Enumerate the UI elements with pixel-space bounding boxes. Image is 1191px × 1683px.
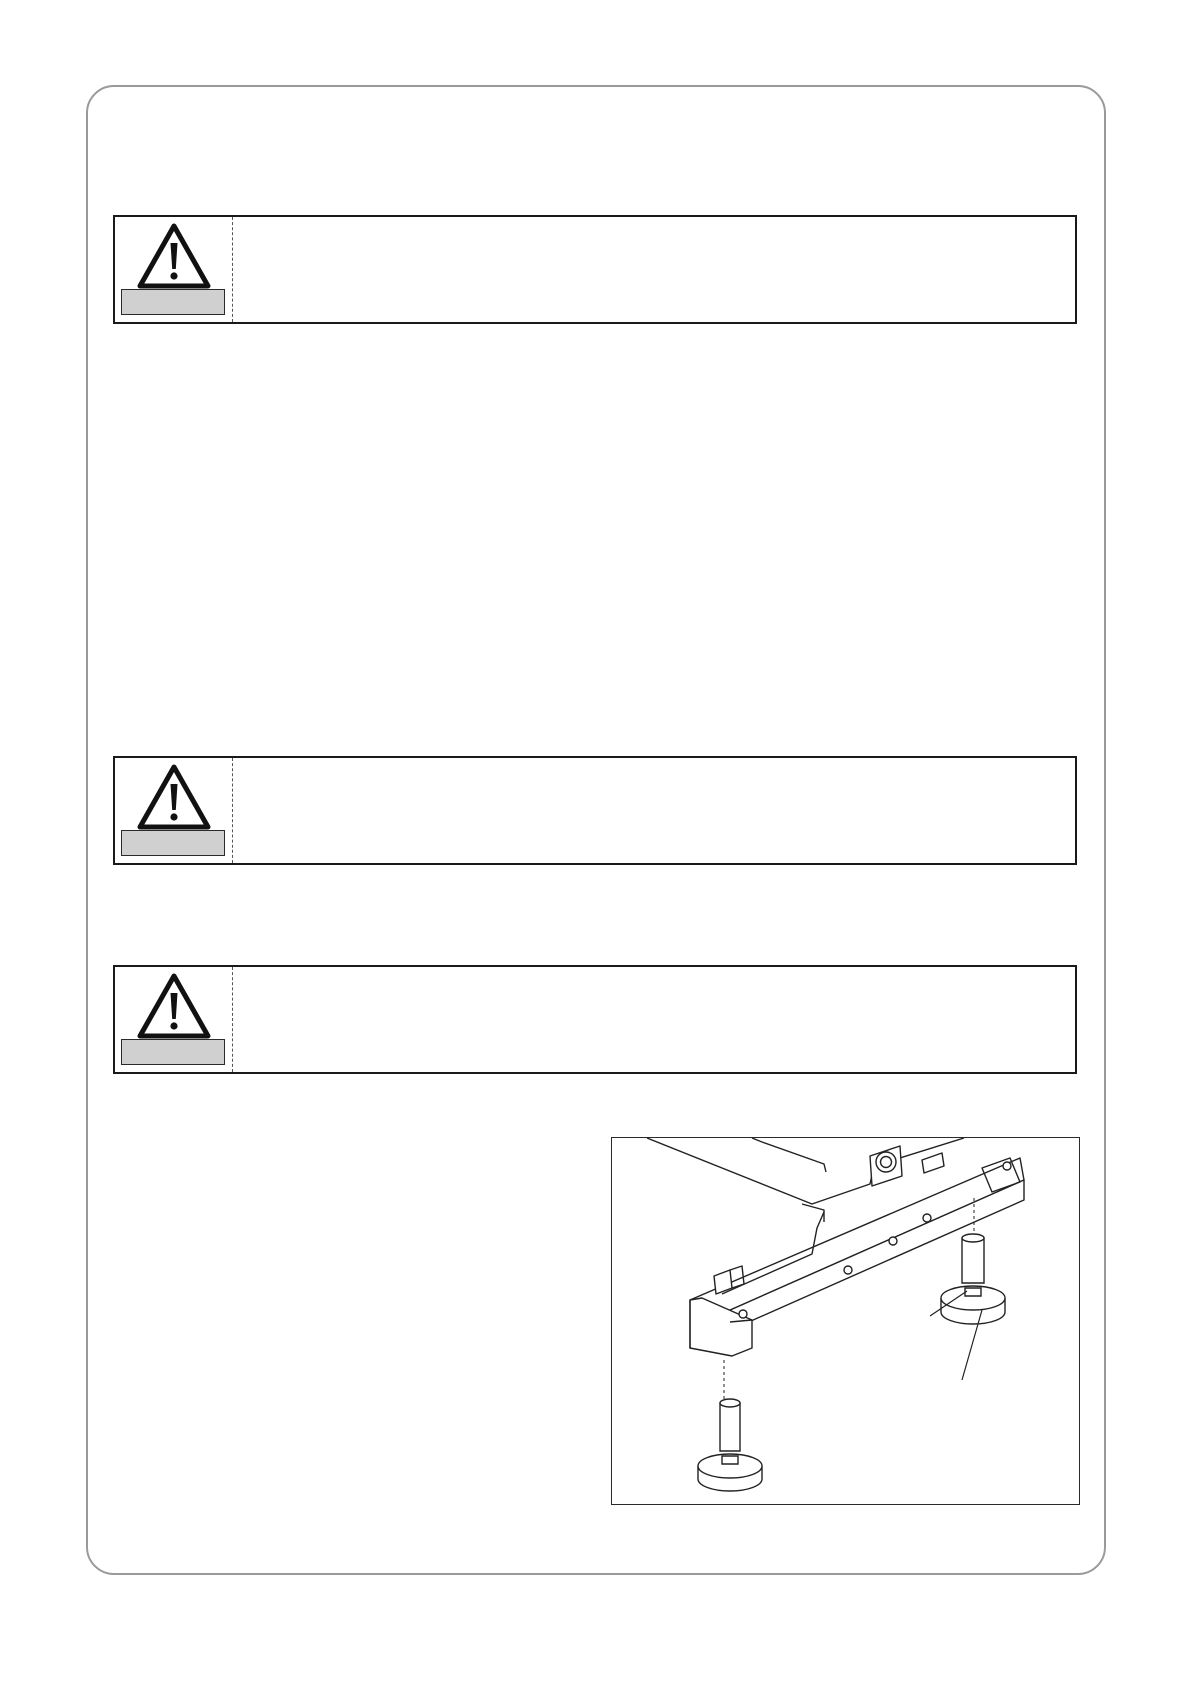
leveling-feet-figure [611,1137,1080,1505]
warning-icon-cell [115,967,233,1072]
warning-text [245,977,1063,1062]
warning-label-bar [121,289,225,315]
warning-box-3 [113,965,1077,1074]
warning-label-bar [121,830,225,856]
warning-text [245,227,1063,312]
leveling-foot-right [941,1234,1005,1324]
warning-text [245,768,1063,853]
warning-icon-cell [115,217,233,322]
warning-label-bar [121,1039,225,1065]
warning-box-2 [113,756,1077,865]
warning-box-1 [113,215,1077,324]
warning-triangle-icon [137,223,211,289]
warning-icon-cell [115,758,233,863]
leveling-feet-diagram [612,1138,1080,1505]
warning-triangle-icon [137,764,211,830]
leveling-foot-left [698,1399,762,1491]
warning-triangle-icon [137,973,211,1039]
